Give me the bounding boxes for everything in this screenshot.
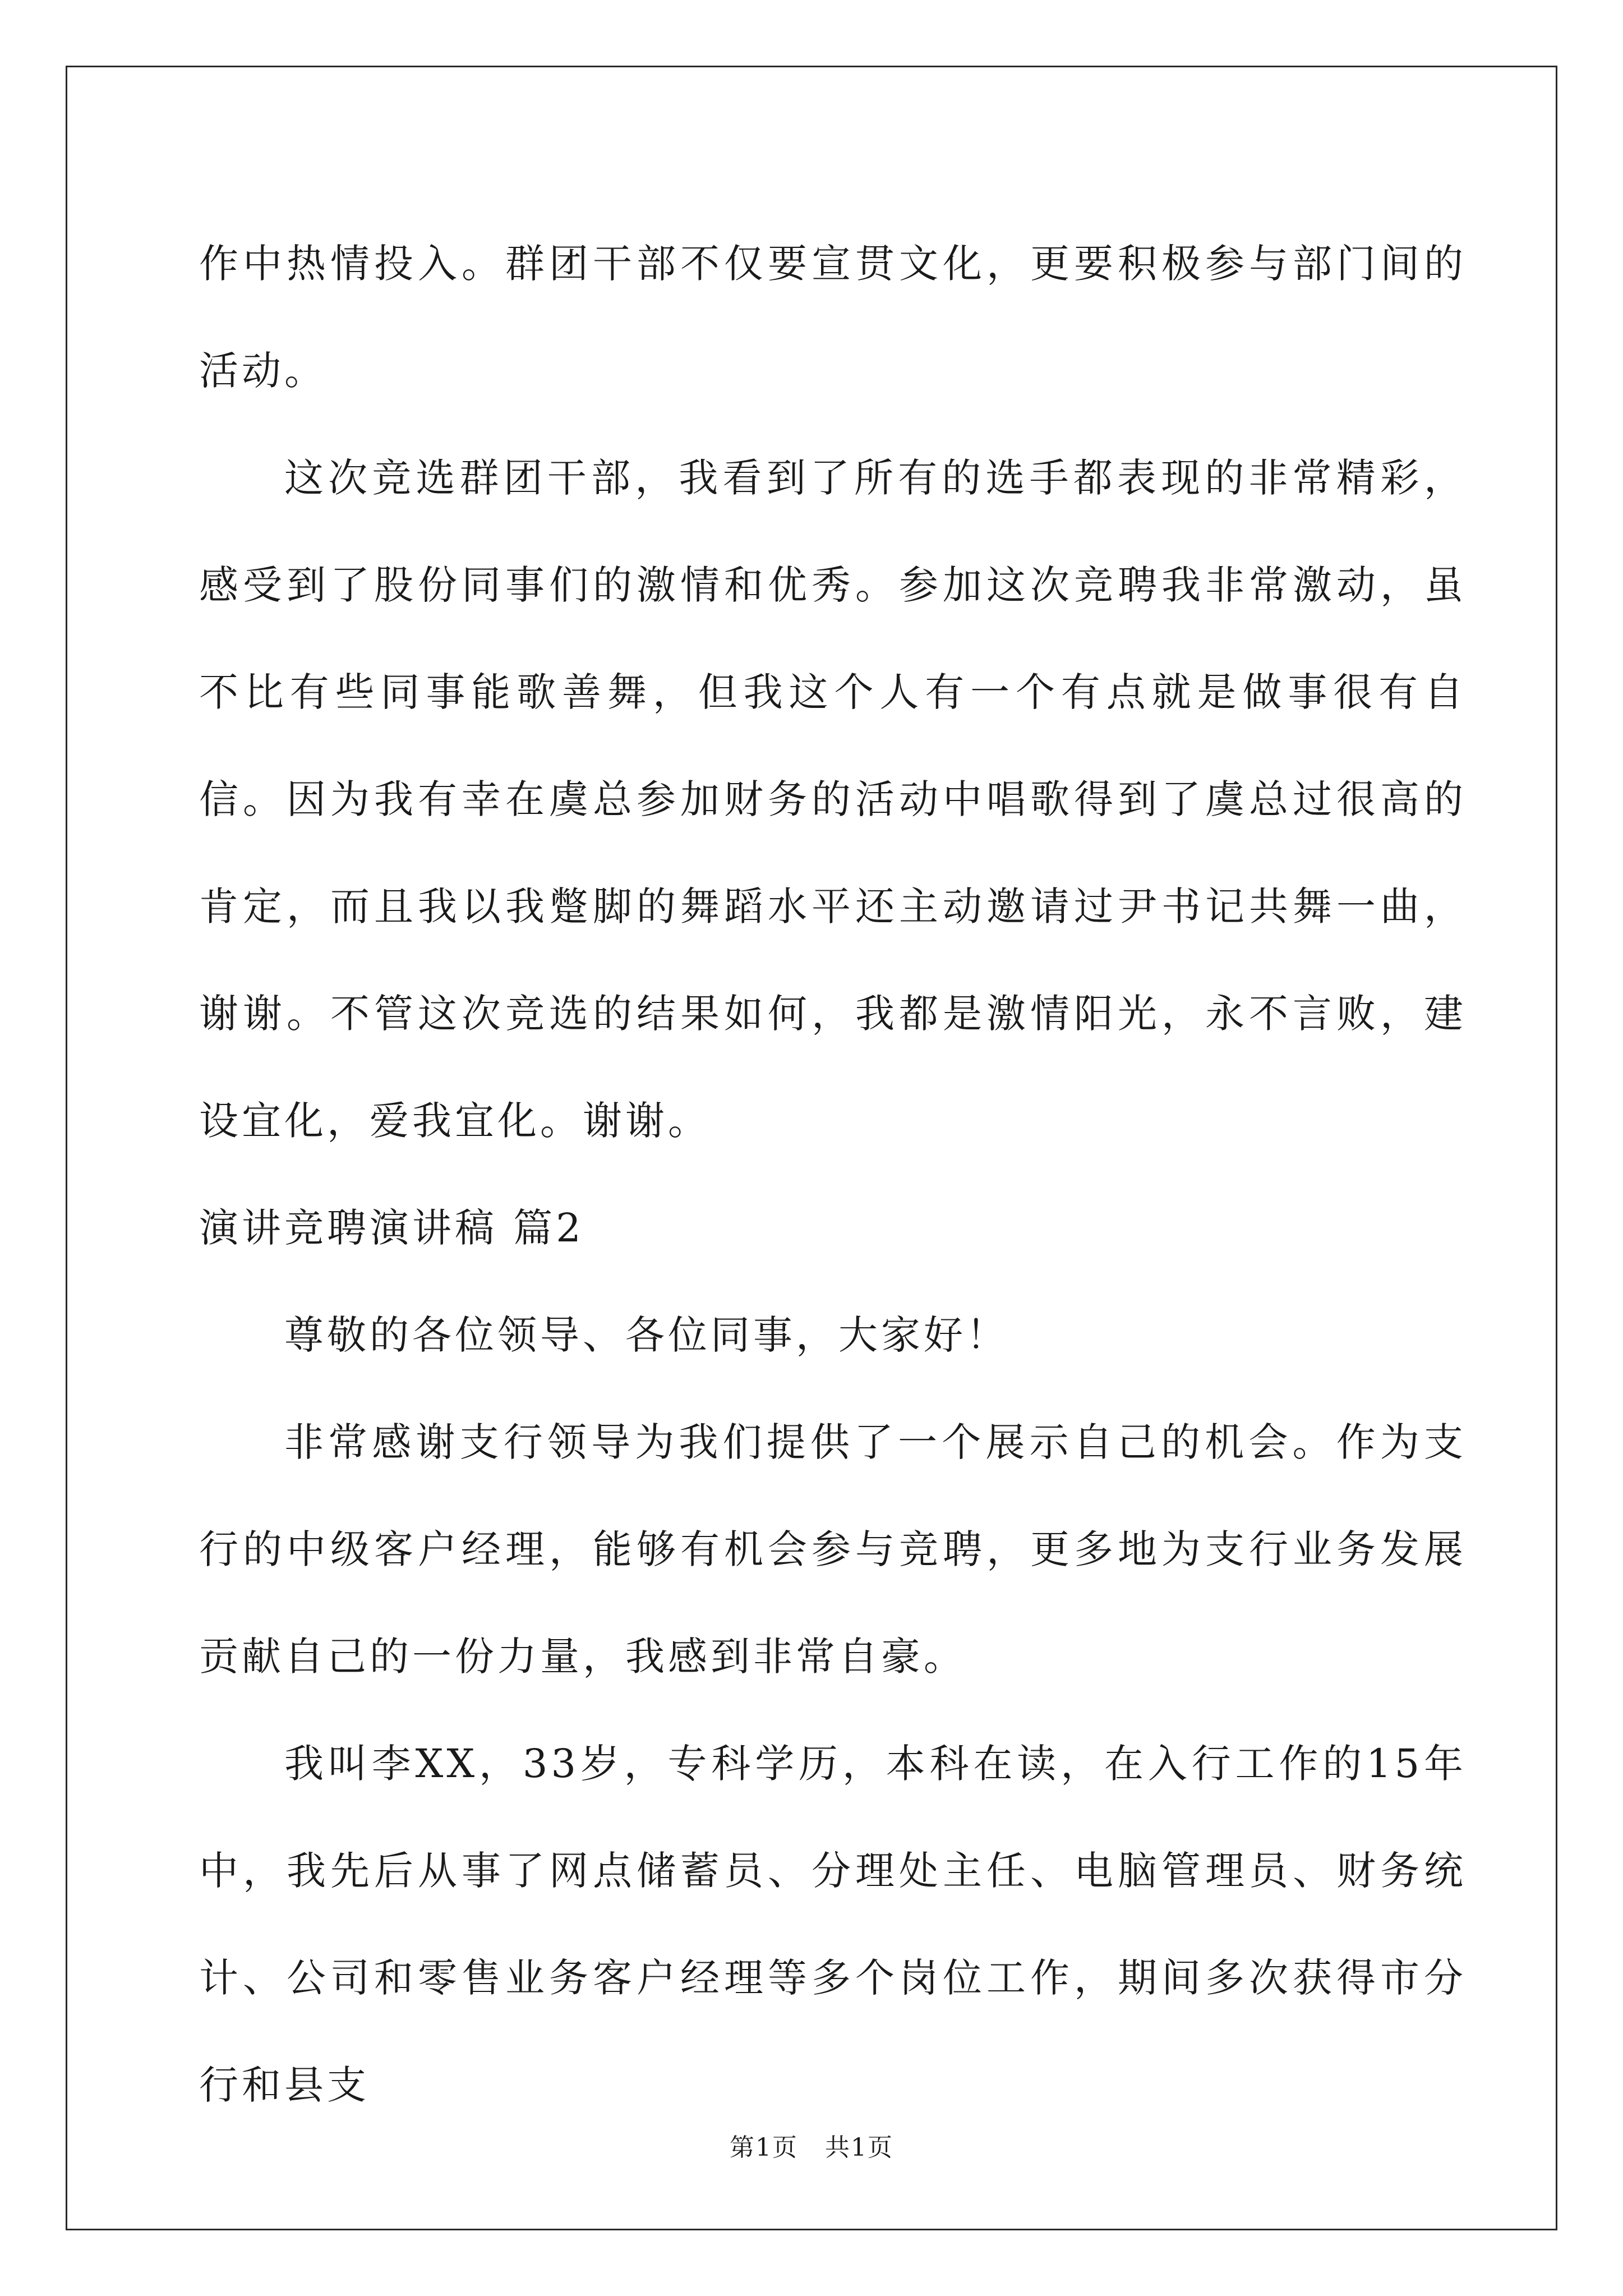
section-heading: 演讲竞聘演讲稿 篇2 [199,1205,584,1251]
paragraph-thanks: 非常感谢支行领导为我们提供了一个展示自己的机会。作为支行的中级客户经理，能够有机会参与竞聘，更多地为支行业务发展贡献自己的一份力量，我感到非常自豪。 [199,1419,1467,1680]
paragraph-campaign-speech: 这次竞选群团干部，我看到了所有的选手都表现的非常精彩，感受到了股份同事们的激情和优秀。参加这次竞聘我非常激动，虽不比有些同事能歌善舞，但我这个人有一个有点就是做事很有自信。因为我有幸在虞总参加财务的活动中唱歌得到了虞总过很高的肯定，而且我以我蹩脚的舞蹈水平还主动邀请过尹书记共舞一曲，谢谢。不管这次竞选的结果如何，我都是激情阳光，永不言败，建设宜化，爱我宜化。谢谢。 [199,455,1467,1144]
paragraph-greeting: 尊敬的各位领导、各位同事，大家好！ [284,1312,1009,1358]
paragraph-self-intro: 我叫李XX，33岁，专科学历，本科在读，在入行工作的15年中，我先后从事了网点储蓄员、分理处主任、电脑管理员、财务统计、公司和零售业务客户经理等多个岗位工作，期间多次获得市分行和县支 [199,1741,1467,2108]
page-footer [0,2127,1623,2163]
document-body [199,210,1467,2139]
page-number-current: 第1页 [730,2133,798,2162]
paragraph-continued: 作中热情投入。群团干部不仅要宣贯文化，更要积极参与部门间的活动。 [199,241,1467,394]
page-number-total: 共1页 [825,2133,893,2162]
